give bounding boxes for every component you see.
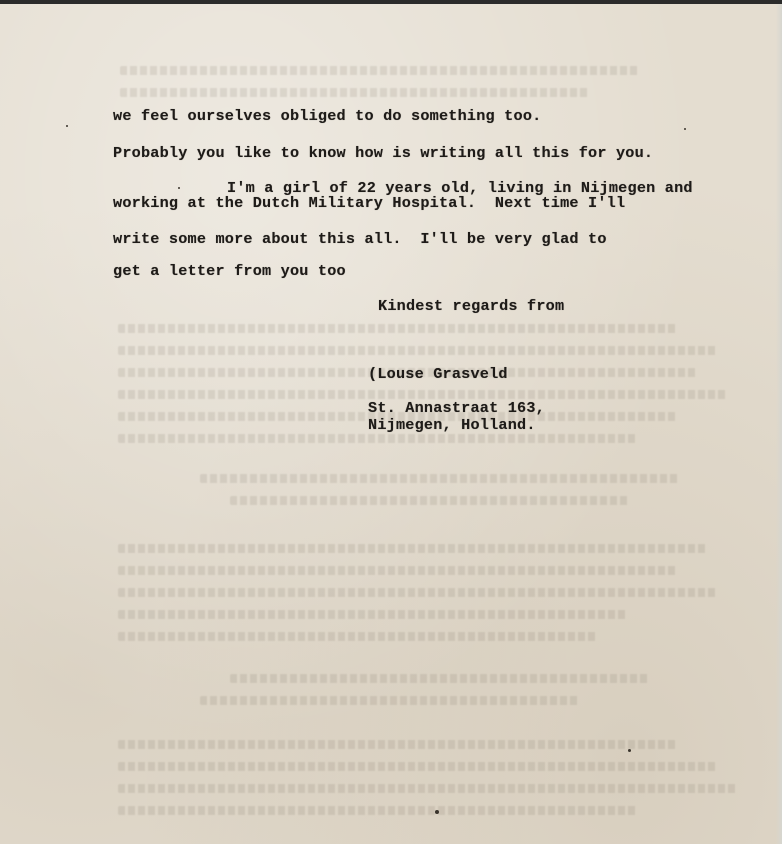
paper-speck xyxy=(435,810,439,814)
scan-right-edge xyxy=(776,4,782,844)
signature-name: (Louse Grasveld xyxy=(368,365,508,383)
letter-line-4: working at the Dutch Military Hospital. Next time I'll xyxy=(113,194,626,212)
letter-line-3: I'm a girl of 22 years old, living in Nijmegen and xyxy=(227,179,693,197)
paper-speck xyxy=(628,749,631,752)
letter-line-2: Probably you like to know how is writing all this for you. xyxy=(113,144,654,162)
closing-line: Kindest regards from xyxy=(378,297,565,315)
paper-speck xyxy=(66,125,68,127)
letter-line-1: we feel ourselves obliged to do something too. xyxy=(113,107,542,125)
address-city: Nijmegen, Holland. xyxy=(368,416,536,434)
letter-line-5: write some more about this all. I'll be very glad to xyxy=(113,230,607,248)
address-street: St. Annastraat 163, xyxy=(368,399,545,417)
paper-speck xyxy=(684,128,686,130)
paper-speck xyxy=(178,187,180,189)
letter-line-6: get a letter from you too xyxy=(113,262,346,280)
letter-page xyxy=(0,4,782,844)
